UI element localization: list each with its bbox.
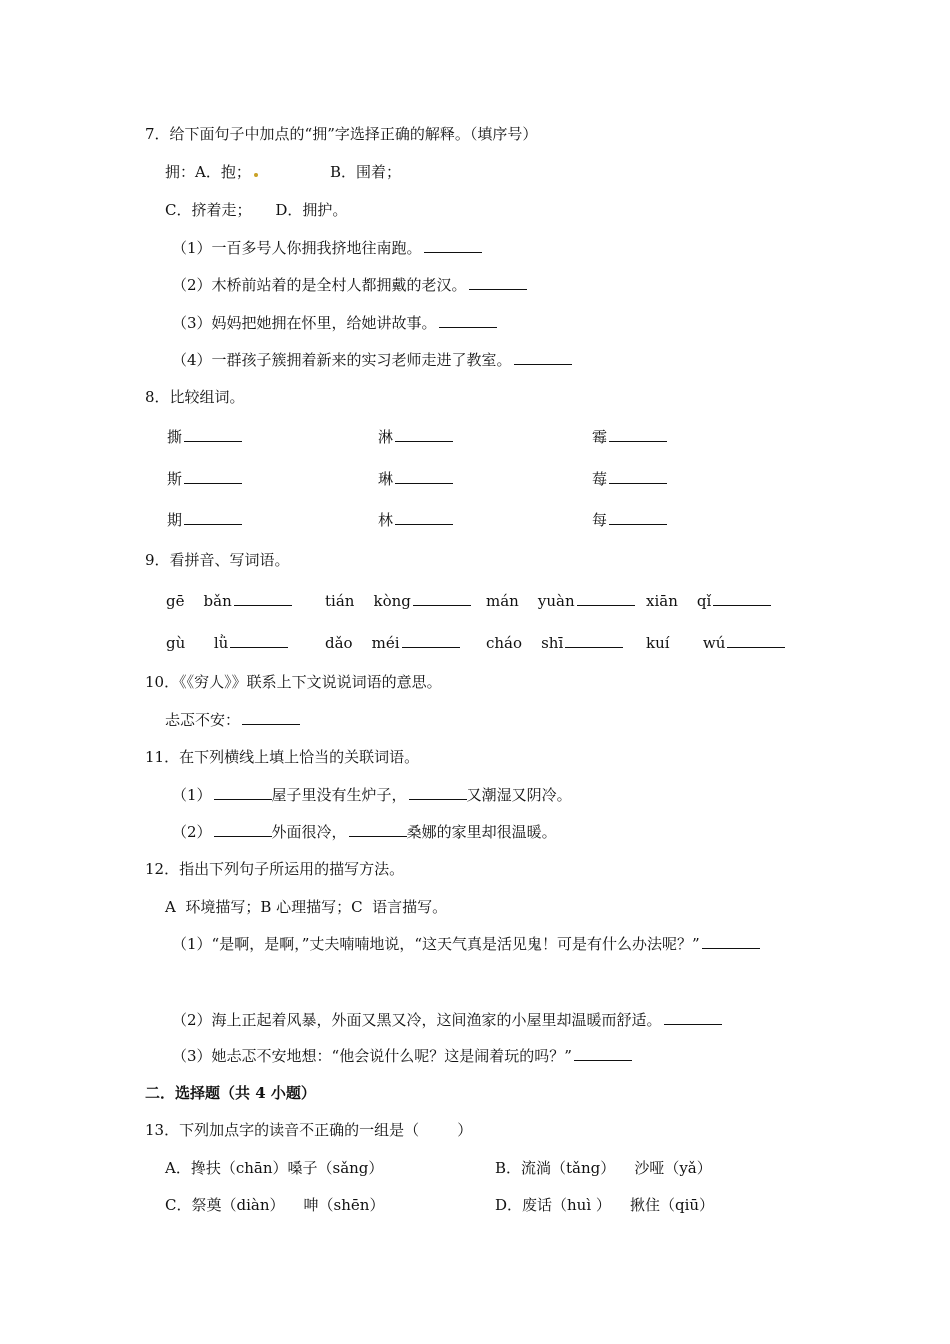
q12-s1-text: （1）“是啊，是啊，”丈夫喃喃地说，“这天气真是活见鬼！可是有什么办法呢？”	[172, 935, 700, 953]
answer-blank[interactable]	[664, 1010, 722, 1025]
answer-blank[interactable]	[184, 469, 242, 484]
q8-char	[592, 510, 667, 530]
q11-sentence-1	[172, 785, 572, 805]
q8-char	[167, 427, 242, 447]
q8-char	[378, 510, 453, 530]
q9-pinyin	[646, 633, 785, 653]
answer-blank[interactable]	[230, 633, 288, 648]
q8-char	[167, 510, 242, 530]
answer-blank[interactable]	[395, 510, 453, 525]
answer-blank[interactable]	[577, 591, 635, 606]
q8-char-text: 琳	[378, 470, 394, 488]
answer-blank[interactable]	[609, 427, 667, 442]
answer-blank[interactable]	[349, 822, 407, 837]
q10-item	[165, 710, 300, 730]
q7-title: 7．给下面句子中加点的“拥”字选择正确的解释。（填序号）	[145, 125, 538, 143]
q12-sentence-3	[172, 1046, 632, 1066]
q9-pinyin-text: gē bǎn	[166, 592, 232, 610]
q9-pinyin	[166, 633, 288, 653]
q11-s1-part: （1）	[172, 786, 212, 804]
answer-blank[interactable]	[184, 510, 242, 525]
mark-dot-icon	[254, 173, 258, 177]
answer-blank[interactable]	[702, 934, 760, 949]
answer-blank[interactable]	[727, 633, 785, 648]
q7-option-a-text: 拥：A．抱；	[165, 163, 251, 181]
q11-s1-part: 又潮湿又阴冷。	[466, 786, 572, 804]
q8-title: 8．比较组词。	[145, 388, 245, 406]
q9-pinyin-text: cháo shī	[486, 634, 564, 652]
answer-blank[interactable]	[439, 313, 497, 328]
answer-blank[interactable]	[413, 591, 471, 606]
answer-blank[interactable]	[402, 633, 460, 648]
q9-pinyin-text: mán yuàn	[486, 592, 575, 610]
answer-blank[interactable]	[409, 785, 467, 800]
q12-options: A 环境描写；B 心理描写；C 语言描写。	[165, 898, 448, 916]
q7-sentence-1-text: （1）一百多号人你拥我挤地往南跑。	[172, 239, 422, 257]
q9-pinyin	[646, 591, 771, 611]
q9-pinyin-text: tián kòng	[325, 592, 411, 610]
q7-sentence-2-text: （2）木桥前站着的是全村人都拥戴的老汉。	[172, 276, 467, 294]
q8-char	[378, 469, 453, 489]
q7-option-a	[165, 162, 258, 182]
answer-blank[interactable]	[609, 469, 667, 484]
q9-pinyin	[486, 591, 635, 611]
answer-blank[interactable]	[424, 238, 482, 253]
q8-char	[592, 427, 667, 447]
q13-option-c[interactable]: C．祭奠（diàn） 呻（shēn）	[165, 1196, 385, 1214]
section-2-title: 二．选择题（共 4 小题）	[145, 1084, 316, 1102]
q8-char-text: 撕	[167, 428, 183, 446]
answer-blank[interactable]	[574, 1046, 632, 1061]
q9-pinyin	[325, 633, 460, 653]
q11-sentence-2	[172, 822, 557, 842]
q7-option-b: B．围着；	[330, 163, 402, 181]
q11-title: 11．在下列横线上填上恰当的关联词语。	[145, 748, 420, 766]
q8-char-text: 每	[592, 511, 608, 529]
q12-sentence-1	[172, 934, 760, 954]
q7-sentence-3-text: （3）妈妈把她拥在怀里，给她讲故事。	[172, 314, 437, 332]
q10-item-text: 忐忑不安：	[165, 711, 241, 729]
q8-char-text: 莓	[592, 470, 608, 488]
q8-char-text: 林	[378, 511, 394, 529]
answer-blank[interactable]	[395, 427, 453, 442]
answer-blank[interactable]	[565, 633, 623, 648]
q9-pinyin-text: dǎo méi	[325, 634, 400, 652]
q13-option-b[interactable]: B．流淌（tǎng） 沙哑（yǎ）	[495, 1159, 712, 1177]
q8-char-text: 淋	[378, 428, 394, 446]
q8-char-text: 霉	[592, 428, 608, 446]
q7-sentence-3	[172, 313, 497, 333]
q9-pinyin	[325, 591, 471, 611]
q9-pinyin	[166, 591, 292, 611]
q8-char	[592, 469, 667, 489]
q7-sentence-1	[172, 238, 482, 258]
answer-blank[interactable]	[242, 710, 300, 725]
q11-s2-part: 外面很冷，	[271, 823, 347, 841]
q9-title: 9．看拼音、写词语。	[145, 551, 290, 569]
q9-pinyin-text: gù lǜ	[166, 634, 229, 652]
q7-sentence-4-text: （4）一群孩子簇拥着新来的实习老师走进了教室。	[172, 351, 512, 369]
answer-blank[interactable]	[609, 510, 667, 525]
q12-sentence-2	[172, 1010, 722, 1030]
answer-blank[interactable]	[395, 469, 453, 484]
q8-char-text: 期	[167, 511, 183, 529]
q7-sentence-4	[172, 350, 572, 370]
answer-blank[interactable]	[514, 350, 572, 365]
answer-blank[interactable]	[713, 591, 771, 606]
q9-pinyin-text: kuí wú	[646, 634, 726, 652]
answer-blank[interactable]	[214, 822, 272, 837]
q8-char-text: 斯	[167, 470, 183, 488]
q8-char	[378, 427, 453, 447]
answer-blank[interactable]	[214, 785, 272, 800]
q12-title: 12．指出下列句子所运用的描写方法。	[145, 860, 405, 878]
q9-pinyin	[486, 633, 623, 653]
q9-pinyin-text: xiān qǐ	[646, 592, 712, 610]
q7-option-cd: C．挤着走； D．拥护。	[165, 201, 348, 219]
answer-blank[interactable]	[184, 427, 242, 442]
q13-option-a[interactable]: A．搀扶（chān）嗓子（sǎng）	[165, 1159, 384, 1177]
q12-s2-text: （2）海上正起着风暴，外面又黑又冷，这间渔家的小屋里却温暖而舒适。	[172, 1011, 662, 1029]
q11-s1-part: 屋子里没有生炉子，	[271, 786, 407, 804]
q13-option-d[interactable]: D．废话（huì ） 揪住（qiū）	[495, 1196, 715, 1214]
q8-char	[167, 469, 242, 489]
q10-title: 10．《《穷人》》联系上下文说说词语的意思。	[145, 673, 442, 691]
q7-sentence-2	[172, 275, 527, 295]
q11-s2-part: 桑娜的家里却很温暖。	[406, 823, 557, 841]
q13-title: 13．下列加点字的读音不正确的一组是（ ）	[145, 1121, 473, 1139]
q11-s2-part: （2）	[172, 823, 212, 841]
answer-blank[interactable]	[234, 591, 292, 606]
answer-blank[interactable]	[469, 275, 527, 290]
q12-s3-text: （3）她忐忑不安地想：“他会说什么呢？这是闹着玩的吗？”	[172, 1047, 572, 1065]
